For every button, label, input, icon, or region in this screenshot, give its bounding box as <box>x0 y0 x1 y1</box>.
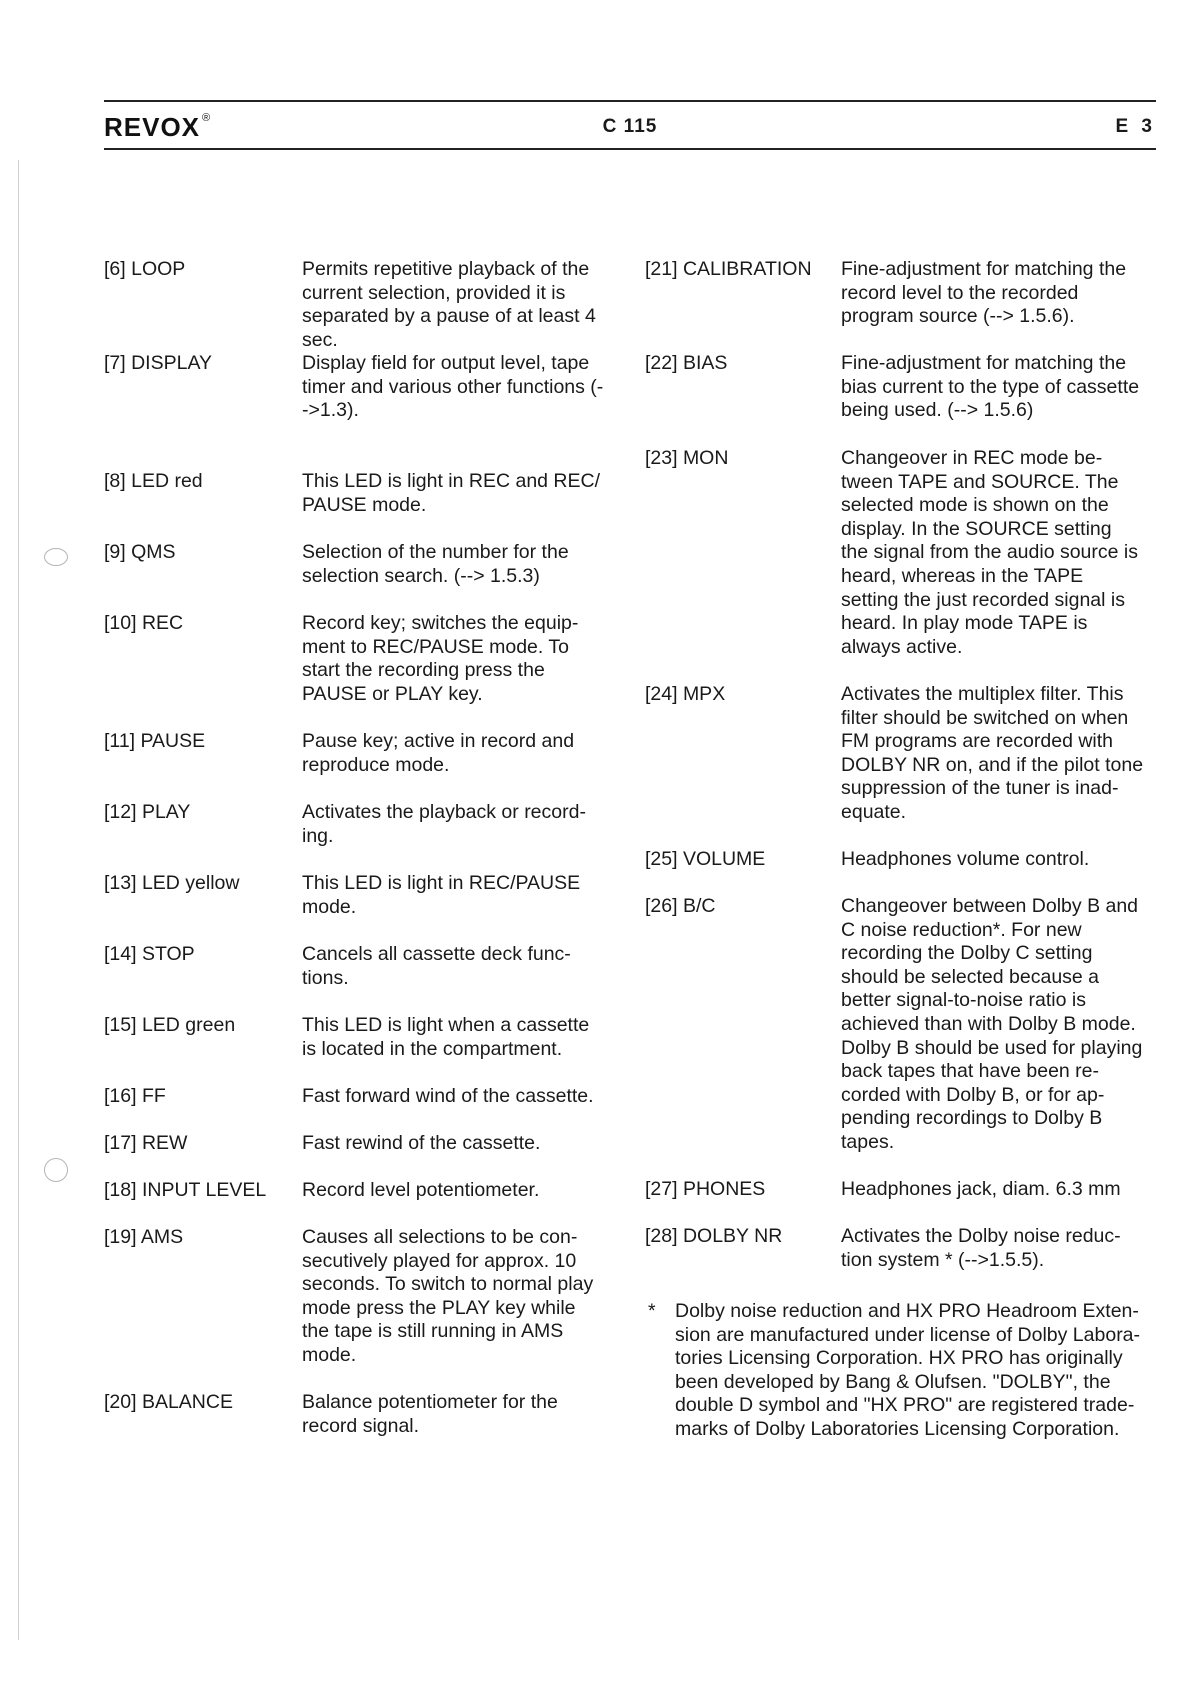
punch-hole-2 <box>44 1158 68 1182</box>
item-label: [6] LOOP <box>104 258 186 280</box>
item-description: Activates the Dolby noise reduc- tion system * (-->1.5.5). <box>841 1225 1121 1271</box>
item-description: Selection of the number for the selection search. (--> 1.5.3) <box>302 541 569 587</box>
item-description: Activates the multiplex filter. This filter should be switched on when FM programs are recorded with DOLBY NR on, and if the pilot tone suppression of the tuner is inad- equate. <box>841 683 1144 823</box>
item-label: [23] MON <box>645 447 729 469</box>
item-description: Display field for output level, tape timer and various other functions (- ->1.3). <box>302 352 604 422</box>
item-description: Changeover in REC mode be- tween TAPE and SOURCE. The selected mode is shown on the display. In the SOURCE setting the signal from the audio source is heard, whereas in the TAPE setting the just recorded signal is heard. In play mode TAPE is always active. <box>841 447 1138 658</box>
item-label: [24] MPX <box>645 683 726 705</box>
model-name: C 115 <box>602 116 658 137</box>
item-label: [22] BIAS <box>645 352 728 374</box>
item-description: Pause key; active in record and reproduce mode. <box>302 730 575 776</box>
item-description: Fine-adjustment for matching the bias current to the type of cassette being used. (--> 1.5.6) <box>841 352 1140 422</box>
item-description: Activates the playback or record- ing. <box>302 801 586 847</box>
binding-margin-line <box>18 160 19 1640</box>
item-label: [25] VOLUME <box>645 848 766 870</box>
item-label: [27] PHONES <box>645 1178 766 1200</box>
item-label: [15] LED green <box>104 1014 236 1036</box>
item-label: [28] DOLBY NR <box>645 1225 783 1247</box>
item-label: [10] REC <box>104 612 184 634</box>
item-description: Record level potentiometer. <box>302 1179 540 1201</box>
item-label: [9] QMS <box>104 541 176 563</box>
item-label: [12] PLAY <box>104 801 191 823</box>
punch-hole-1 <box>44 548 68 566</box>
page-header <box>104 100 1156 150</box>
item-description: This LED is light in REC and REC/ PAUSE mode. <box>302 470 601 516</box>
item-label: [20] BALANCE <box>104 1391 233 1413</box>
item-label: [26] B/C <box>645 895 716 917</box>
brand-name: REVOX <box>104 112 201 142</box>
item-label: [14] STOP <box>104 943 195 965</box>
item-description: This LED is light in REC/PAUSE mode. <box>302 872 581 918</box>
item-description: Headphones volume control. <box>841 848 1090 870</box>
item-description: Headphones jack, diam. 6.3 mm <box>841 1178 1121 1200</box>
footnote-text: Dolby noise reduction and HX PRO Headroom Exten- sion are manufactured under license of Dolby Labora- tories Licensing Corporation. HX PRO has originally been developed by Bang & Olufsen. "DOLBY", the double D symbol and "HX PRO" are registered trade- marks of Dolby Laboratories Licensing Corporation. <box>675 1300 1141 1440</box>
item-description: Changeover between Dolby B and C noise reduction*. For new recording the Dolby C setting should be selected because a better signal-to-noise ratio is achieved than with Dolby B mode. Dolby B should be used for playing back tapes that have been re- corded with Dolby B, or for ap- pending recordings to Dolby B tapes. <box>841 895 1143 1153</box>
item-label: [13] LED yellow <box>104 872 240 894</box>
item-description: Permits repetitive playback of the current selection, provided it is separated by a pause of at least 4 sec. <box>302 258 596 351</box>
item-label: [17] REW <box>104 1132 188 1154</box>
item-label: [7] DISPLAY <box>104 352 213 374</box>
item-label: [11] PAUSE <box>104 730 206 752</box>
registered-mark: ® <box>202 112 212 124</box>
item-description: This LED is light when a cassette is located in the compartment. <box>302 1014 590 1060</box>
page-number: E 3 <box>1115 116 1156 137</box>
item-label: [18] INPUT LEVEL <box>104 1179 267 1201</box>
item-description: Fast forward wind of the cassette. <box>302 1085 594 1107</box>
item-description: Fast rewind of the cassette. <box>302 1132 541 1154</box>
item-label: [16] FF <box>104 1085 166 1107</box>
item-description: Fine-adjustment for matching the record level to the recorded program source (--> 1.5.6). <box>841 258 1127 328</box>
item-description: Balance potentiometer for the record signal. <box>302 1391 558 1437</box>
item-description: Record key; switches the equip- ment to REC/PAUSE mode. To start the recording press the PAUSE or PLAY key. <box>302 612 579 705</box>
item-label: [21] CALIBRATION <box>645 258 812 280</box>
footnote-asterisk: * <box>648 1300 656 1322</box>
item-label: [19] AMS <box>104 1226 184 1248</box>
item-description: Cancels all cassette deck func- tions. <box>302 943 571 989</box>
item-label: [8] LED red <box>104 470 203 492</box>
item-description: Causes all selections to be con- secutively played for approx. 10 seconds. To switch to normal play mode press the PLAY key while the tape is still running in AMS mode. <box>302 1226 594 1366</box>
